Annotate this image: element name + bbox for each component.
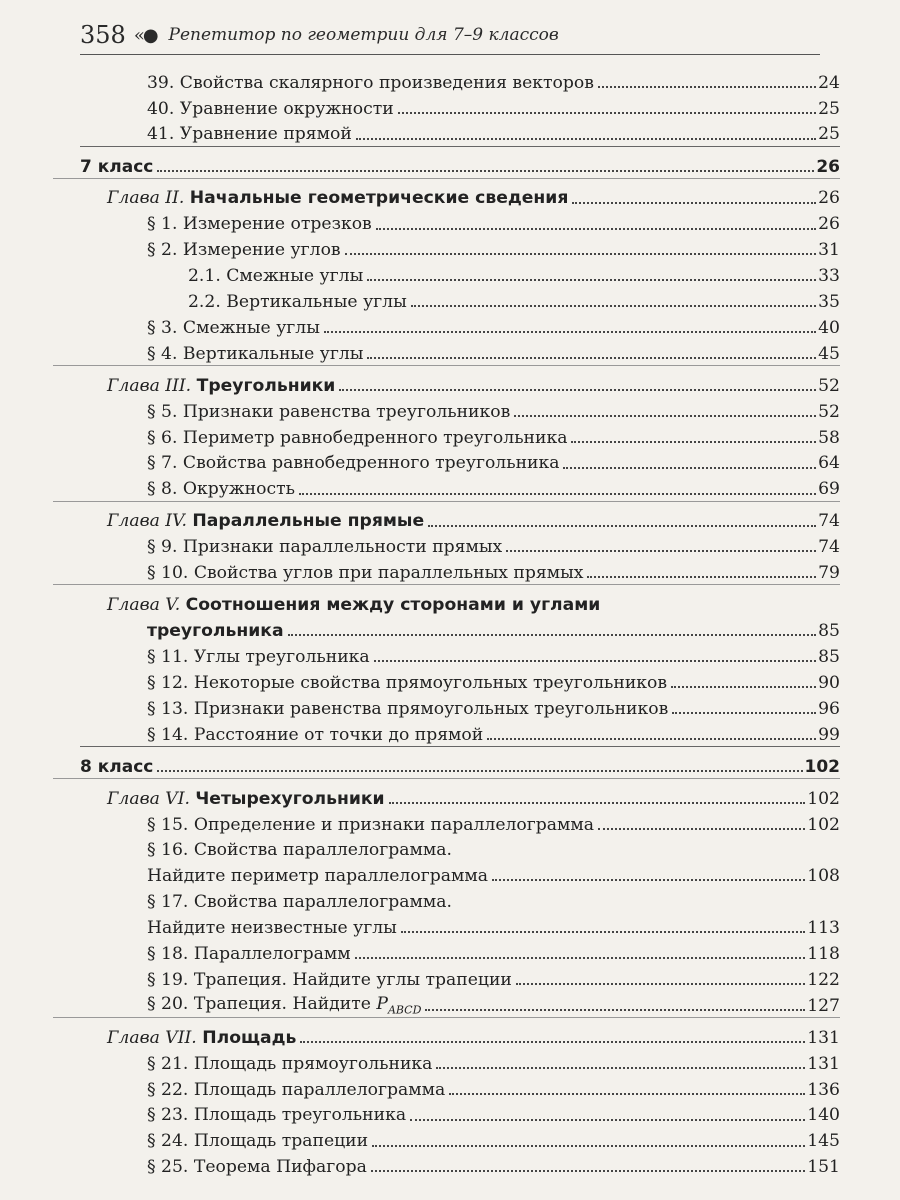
toc-entry — [80, 395, 840, 421]
dot-leader — [571, 441, 816, 443]
toc-entry — [80, 937, 840, 963]
dot-leader — [672, 712, 816, 714]
toc-chapter-heading — [80, 499, 840, 531]
toc-entry-label: § 21. Площадь прямоугольника — [147, 1053, 433, 1074]
dot-leader — [598, 86, 816, 88]
dot-leader — [300, 1041, 805, 1043]
toc-page-number: 85 — [818, 646, 840, 667]
toc-entry-label: § 3. Смежные углы — [147, 317, 320, 338]
toc-entry-label — [107, 513, 424, 530]
toc-page-number: 40 — [818, 317, 840, 338]
dot-leader — [398, 112, 816, 114]
dot-leader — [345, 253, 816, 255]
section-divider — [53, 365, 840, 366]
toc-entry-label: § 8. Окружность — [147, 479, 295, 500]
header-rule — [80, 54, 820, 55]
toc-entry — [80, 718, 840, 744]
dot-leader — [356, 138, 816, 140]
toc-page-number: 58 — [818, 427, 840, 448]
toc-entry-label: § 23. Площадь треугольника — [147, 1105, 407, 1126]
dot-leader — [598, 828, 805, 830]
dot-leader — [436, 1067, 805, 1069]
toc-entry-label: § 15. Определение и признаки параллелограмма — [147, 814, 595, 835]
toc-chapter-heading — [80, 582, 840, 614]
toc-entry — [80, 259, 840, 285]
toc-entry-label: § 7. Свойства равнобедренного треугольника — [147, 453, 560, 474]
toc-class-heading — [80, 744, 840, 776]
toc-entry — [80, 1099, 840, 1125]
toc-entry-title — [80, 885, 840, 911]
dot-leader — [157, 170, 814, 172]
dot-leader — [374, 660, 816, 662]
toc-entry — [80, 989, 840, 1015]
dot-leader — [324, 331, 816, 333]
dot-leader — [587, 576, 816, 578]
page-header — [80, 18, 820, 52]
toc-page-number: 26 — [816, 156, 840, 177]
chapter-number: Глава IV. — [107, 511, 187, 532]
dot-leader — [425, 1009, 805, 1011]
toc-entry-label: § 22. Площадь параллелограмма — [147, 1079, 446, 1100]
toc-chapter-heading — [80, 776, 840, 808]
dot-leader — [355, 957, 806, 959]
toc-entry — [80, 666, 840, 692]
dot-leader — [372, 1145, 805, 1147]
toc-page-number: 145 — [807, 1131, 840, 1152]
toc-page-number: 151 — [807, 1157, 840, 1178]
toc-entry-label: § 14. Расстояние от точки до прямой — [147, 724, 484, 745]
dot-leader — [376, 228, 816, 230]
running-title: Репетитор по геометрии для 7–9 классов — [168, 25, 559, 45]
toc-page-number: 102 — [804, 756, 840, 777]
toc-entry-label: § 16. Свойства параллелограмма. — [147, 840, 452, 861]
toc-entry-label: 2.2. Вертикальные углы — [188, 292, 407, 313]
toc-chapter-heading — [80, 1015, 840, 1047]
dot-leader — [401, 931, 805, 933]
toc-page-number: 35 — [818, 292, 840, 313]
toc-entry-label: 8 класс — [80, 756, 154, 777]
section-divider — [80, 146, 840, 147]
chapter-title: треугольника — [147, 621, 284, 642]
toc-entry-label: Найдите периметр параллелограмма — [147, 866, 488, 887]
dot-leader — [449, 1093, 805, 1095]
dot-leader — [492, 879, 805, 881]
dot-leader — [367, 357, 816, 359]
section-divider — [53, 178, 840, 179]
chapter-number: Глава V. — [107, 595, 181, 616]
toc-page-number: 113 — [807, 918, 840, 939]
toc-entry — [80, 1047, 840, 1073]
chapter-number: Глава VI. — [107, 788, 190, 809]
toc-entry-label: § 1. Измерение отрезков — [147, 214, 372, 235]
toc-entry — [80, 556, 840, 582]
toc-entry-title — [80, 834, 840, 860]
toc-entry — [80, 118, 840, 144]
section-divider — [53, 501, 840, 502]
toc-entry-label: 7 класс — [80, 156, 154, 177]
toc-page-number: 26 — [818, 188, 840, 209]
dot-leader — [339, 389, 816, 391]
toc-entry — [80, 640, 840, 666]
toc-chapter-heading — [80, 176, 840, 208]
dot-leader — [367, 279, 816, 281]
toc-entry-text: § 20. Трапеция. Найдите — [147, 993, 377, 1014]
toc-entry-label — [107, 788, 385, 809]
toc-entry — [80, 66, 840, 92]
toc-entry-label: § 18. Параллелограмм — [147, 943, 351, 964]
dot-leader — [371, 1170, 805, 1172]
toc-entry-label: 2.1. Смежные углы — [188, 266, 364, 287]
toc-chapter-heading — [80, 363, 840, 395]
toc-page-number: 33 — [818, 266, 840, 287]
toc-chapter-heading-cont — [80, 614, 840, 640]
toc-page-number: 25 — [818, 124, 840, 145]
toc-entry-label — [147, 993, 422, 1016]
toc-page-number: 102 — [807, 788, 840, 809]
toc-entry-label: § 9. Признаки параллельности прямых — [147, 537, 503, 558]
toc-entry-label: § 17. Свойства параллелограмма. — [147, 892, 452, 913]
toc-entry-label: Найдите неизвестные углы — [147, 918, 397, 939]
toc-entry — [80, 808, 840, 834]
toc-entry — [80, 1125, 840, 1151]
chapter-number: Глава II. — [107, 188, 185, 209]
toc-entry-label: § 2. Измерение углов — [147, 240, 341, 261]
toc-page-number: 74 — [818, 537, 840, 558]
toc-page-number: 79 — [818, 563, 840, 584]
toc-page-number: 25 — [818, 98, 840, 119]
chapter-title: Четырехугольники — [195, 788, 385, 809]
dot-leader — [506, 550, 816, 552]
toc-page-number: 122 — [807, 969, 840, 990]
section-divider — [53, 1017, 840, 1018]
table-of-contents — [80, 66, 840, 1176]
section-divider — [53, 584, 840, 585]
toc-page-number: 64 — [818, 453, 840, 474]
toc-entry-label — [107, 597, 600, 614]
dot-leader — [487, 738, 816, 740]
toc-page-number: 118 — [807, 943, 840, 964]
toc-entry — [80, 234, 840, 260]
toc-page-number: 102 — [807, 814, 840, 835]
toc-entry-label — [107, 1027, 297, 1048]
toc-entry — [80, 531, 840, 557]
section-divider — [53, 778, 840, 779]
toc-page-number: 31 — [818, 240, 840, 261]
toc-entry-label: § 6. Периметр равнобедренного треугольника — [147, 427, 568, 448]
dot-leader — [514, 415, 816, 417]
toc-page-number: 99 — [818, 724, 840, 745]
toc-class-heading — [80, 144, 840, 176]
toc-entry — [80, 447, 840, 473]
toc-entry — [80, 473, 840, 499]
toc-entry — [80, 285, 840, 311]
toc-page-number: 85 — [818, 621, 840, 642]
chapter-title: Параллельные прямые — [192, 511, 425, 532]
math-symbol: P — [376, 993, 388, 1014]
toc-entry-label: § 4. Вертикальные углы — [147, 343, 364, 364]
toc-page-number: 52 — [818, 401, 840, 422]
toc-entry-label: § 10. Свойства углов при параллельных прямых — [147, 563, 584, 584]
toc-page-number: 127 — [807, 995, 840, 1016]
chapter-title: Треугольники — [196, 375, 336, 396]
chapter-number: Глава VII. — [107, 1027, 197, 1048]
toc-page-number: 96 — [818, 698, 840, 719]
toc-entry — [80, 311, 840, 337]
toc-entry-label: § 24. Площадь трапеции — [147, 1131, 369, 1152]
toc-entry — [80, 421, 840, 447]
toc-entry — [80, 911, 840, 937]
toc-entry-label — [107, 375, 336, 396]
toc-entry-label: 40. Уравнение окружности — [147, 98, 394, 119]
chapter-number: Глава III. — [107, 375, 192, 396]
dot-leader — [563, 467, 816, 469]
toc-page-number: 136 — [807, 1079, 840, 1100]
toc-entry-label: § 19. Трапеция. Найдите углы трапеции — [147, 969, 512, 990]
toc-entry-label — [147, 623, 284, 640]
toc-entry — [80, 1151, 840, 1177]
section-divider — [80, 746, 840, 747]
toc-page-number: 131 — [807, 1053, 840, 1074]
dot-leader — [410, 1119, 805, 1121]
toc-page-number: 90 — [818, 672, 840, 693]
dot-leader — [389, 802, 806, 804]
toc-page-number: 69 — [818, 479, 840, 500]
toc-entry — [80, 1073, 840, 1099]
chapter-title: Площадь — [202, 1027, 297, 1048]
dot-leader — [572, 202, 816, 204]
dot-leader — [157, 770, 802, 772]
toc-entry-label: § 5. Признаки равенства треугольников — [147, 401, 511, 422]
chapter-title: Начальные геометрические сведения — [189, 188, 569, 209]
dot-leader — [299, 493, 816, 495]
toc-page-number: 108 — [807, 866, 840, 887]
toc-page-number: 74 — [818, 511, 840, 532]
toc-page-number: 52 — [818, 375, 840, 396]
toc-entry-label: § 11. Углы треугольника — [147, 646, 370, 667]
dot-leader — [288, 634, 816, 636]
toc-entry — [80, 692, 840, 718]
math-subscript: ABCD — [387, 1002, 422, 1016]
toc-entry-label: 41. Уравнение прямой — [147, 124, 352, 145]
toc-entry-label — [107, 190, 568, 207]
dot-leader — [411, 305, 816, 307]
toc-entry-label: 39. Свойства скалярного произведения векторов — [147, 72, 594, 93]
dot-leader — [671, 686, 816, 688]
toc-page-number: 24 — [818, 72, 840, 93]
toc-entry — [80, 337, 840, 363]
dot-leader — [428, 525, 816, 527]
toc-page-number: 140 — [807, 1105, 840, 1126]
toc-page-number: 26 — [818, 214, 840, 235]
toc-entry-label: § 12. Некоторые свойства прямоугольных треугольников — [147, 672, 668, 693]
toc-entry — [80, 963, 840, 989]
toc-entry — [80, 92, 840, 118]
toc-entry — [80, 860, 840, 886]
page-number: 358 — [80, 21, 126, 49]
dot-leader — [516, 983, 805, 985]
chapter-title: Соотношения между сторонами и углами — [185, 595, 601, 616]
toc-entry — [80, 208, 840, 234]
header-mark: «● — [133, 24, 157, 46]
toc-page-number: 45 — [818, 343, 840, 364]
toc-page-number: 131 — [807, 1027, 840, 1048]
toc-entry-label: § 13. Признаки равенства прямоугольных треугольников — [147, 698, 669, 719]
toc-entry-label: § 25. Теорема Пифагора — [147, 1157, 367, 1178]
